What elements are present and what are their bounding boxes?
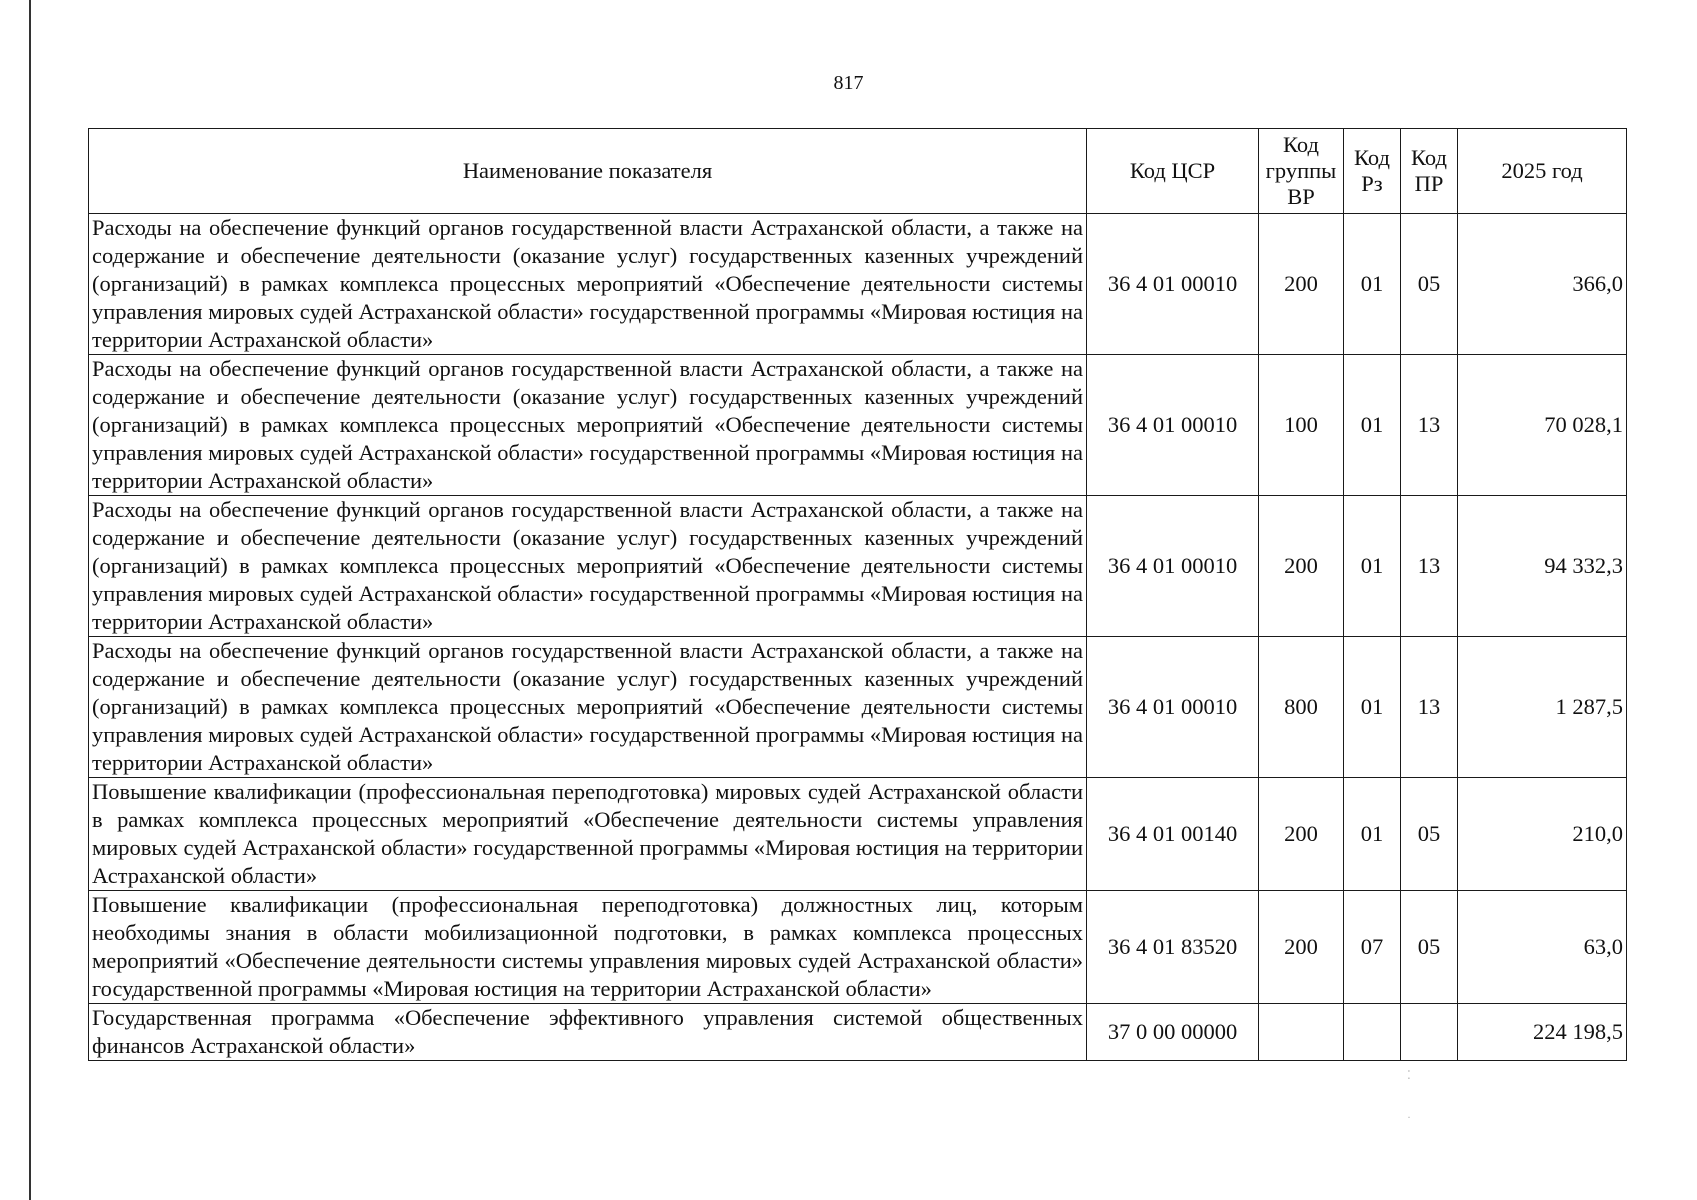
row-amount: 94 332,3	[1458, 496, 1627, 637]
row-pr-code	[1401, 1004, 1458, 1061]
table-header	[89, 129, 1627, 214]
row-vr-code	[1259, 1004, 1344, 1061]
header-vr-code: Код группы ВР	[1259, 129, 1344, 214]
table-row	[89, 355, 1627, 496]
row-pr-code: 05	[1401, 891, 1458, 1004]
row-rz-code	[1344, 1004, 1401, 1061]
row-amount: 70 028,1	[1458, 355, 1627, 496]
row-pr-code: 13	[1401, 637, 1458, 778]
table-row	[89, 778, 1627, 891]
row-amount: 210,0	[1458, 778, 1627, 891]
scan-speck: ⁚	[1407, 1068, 1411, 1082]
row-vr-code: 200	[1259, 778, 1344, 891]
row-csr-code: 36 4 01 00010	[1087, 637, 1259, 778]
row-vr-code: 100	[1259, 355, 1344, 496]
header-name: Наименование показателя	[89, 129, 1087, 214]
row-rz-code: 01	[1344, 778, 1401, 891]
row-rz-code: 01	[1344, 355, 1401, 496]
table-row	[89, 496, 1627, 637]
header-amount-2025: 2025 год	[1458, 129, 1627, 214]
row-name: Повышение квалификации (профессиональная переподготовка) мировых судей Астраханской области в рамках комплекса процессных мероприятий «Обеспечение деятельности системы управления мировых судей Астраханской области» государственной программы «Мировая юстиция на территории Астраханской области»	[89, 778, 1087, 891]
row-vr-code: 800	[1259, 637, 1344, 778]
row-pr-code: 13	[1401, 496, 1458, 637]
row-pr-code: 13	[1401, 355, 1458, 496]
table-row	[89, 637, 1627, 778]
row-pr-code: 05	[1401, 214, 1458, 355]
row-vr-code: 200	[1259, 496, 1344, 637]
row-amount: 224 198,5	[1458, 1004, 1627, 1061]
row-csr-code: 36 4 01 00140	[1087, 778, 1259, 891]
row-name: Государственная программа «Обеспечение эффективного управления системой общественных финансов Астраханской области»	[89, 1004, 1087, 1061]
row-rz-code: 07	[1344, 891, 1401, 1004]
header-csr-code: Код ЦСР	[1087, 129, 1259, 214]
row-pr-code: 05	[1401, 778, 1458, 891]
row-name: Расходы на обеспечение функций органов государственной власти Астраханской области, а также на содержание и обеспечение деятельности (оказание услуг) государственных казенных учреждений (организаций) в рамках комплекса процессных мероприятий «Обеспечение деятельности системы управления мировых судей Астраханской области» государственной программы «Мировая юстиция на территории Астраханской области»	[89, 355, 1087, 496]
row-vr-code: 200	[1259, 891, 1344, 1004]
row-name: Расходы на обеспечение функций органов государственной власти Астраханской области, а также на содержание и обеспечение деятельности (оказание услуг) государственных казенных учреждений (организаций) в рамках комплекса процессных мероприятий «Обеспечение деятельности системы управления мировых судей Астраханской области» государственной программы «Мировая юстиция на территории Астраханской области»	[89, 214, 1087, 355]
table-row	[89, 891, 1627, 1004]
row-rz-code: 01	[1344, 496, 1401, 637]
scan-speck: ·	[1407, 1110, 1411, 1124]
header-pr-code: Код ПР	[1401, 129, 1458, 214]
page-number: 817	[833, 72, 864, 94]
header-row	[89, 129, 1627, 214]
row-csr-code: 36 4 01 00010	[1087, 496, 1259, 637]
row-csr-code: 36 4 01 00010	[1087, 355, 1259, 496]
row-csr-code: 37 0 00 00000	[1087, 1004, 1259, 1061]
row-csr-code: 36 4 01 00010	[1087, 214, 1259, 355]
table-row	[89, 214, 1627, 355]
row-amount: 366,0	[1458, 214, 1627, 355]
row-name: Повышение квалификации (профессиональная переподготовка) должностных лиц, которым необходимы знания в области мобилизационной подготовки, в рамках комплекса процессных мероприятий «Обеспечение деятельности системы управления мировых судей Астраханской области» государственной программы «Мировая юстиция на территории Астраханской области»	[89, 891, 1087, 1004]
row-amount: 63,0	[1458, 891, 1627, 1004]
row-name: Расходы на обеспечение функций органов государственной власти Астраханской области, а также на содержание и обеспечение деятельности (оказание услуг) государственных казенных учреждений (организаций) в рамках комплекса процессных мероприятий «Обеспечение деятельности системы управления мировых судей Астраханской области» государственной программы «Мировая юстиция на территории Астраханской области»	[89, 637, 1087, 778]
page-binding-edge	[29, 0, 31, 1200]
header-rz-code: Код Рз	[1344, 129, 1401, 214]
row-rz-code: 01	[1344, 214, 1401, 355]
row-name: Расходы на обеспечение функций органов государственной власти Астраханской области, а также на содержание и обеспечение деятельности (оказание услуг) государственных казенных учреждений (организаций) в рамках комплекса процессных мероприятий «Обеспечение деятельности системы управления мировых судей Астраханской области» государственной программы «Мировая юстиция на территории Астраханской области»	[89, 496, 1087, 637]
row-amount: 1 287,5	[1458, 637, 1627, 778]
table-row	[89, 1004, 1627, 1061]
row-vr-code: 200	[1259, 214, 1344, 355]
table-body	[89, 214, 1627, 1061]
row-rz-code: 01	[1344, 637, 1401, 778]
budget-table	[88, 128, 1627, 1061]
row-csr-code: 36 4 01 83520	[1087, 891, 1259, 1004]
